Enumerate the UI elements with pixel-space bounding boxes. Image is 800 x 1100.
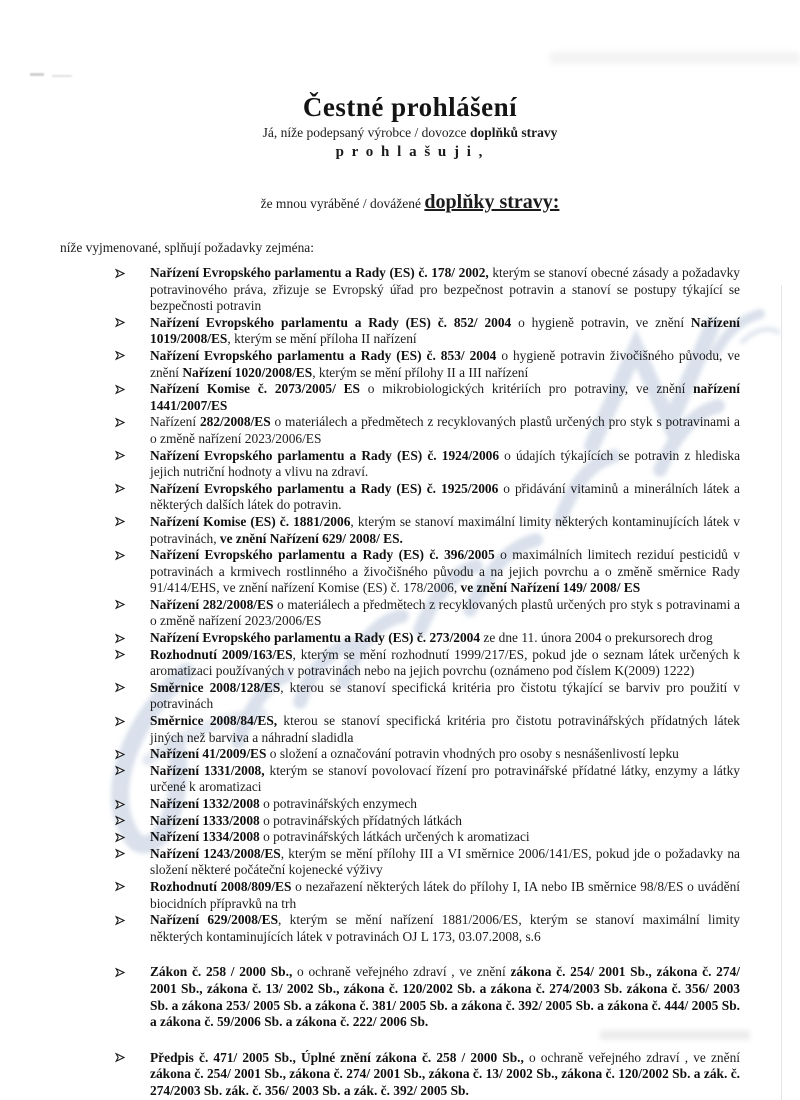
- list-item-text: Nařízení Evropského parlamentu a Rady (ES) č. 396/2005 o maximálních limitech reziduí pesticidů v potravinách a krmivech rostlinného a živočišného původu a na jejich povrchu a o změně směrnice Rady 91/414/EHS, ve znění nařízení Komise (ES) č. 178/2006, ve znění Nařízení 149/ 2008/ ES: [150, 547, 740, 596]
- arrow-bullet-icon: [115, 417, 126, 428]
- list-item: [80, 448, 740, 481]
- list-item: [80, 381, 740, 414]
- arrow-bullet-icon: [115, 765, 126, 776]
- list-item-text: Nařízení Evropského parlamentu a Rady (ES) č. 178/ 2002, kterým se stanoví obecné zásady a požadavky potravinového práva, zřizuje se Evropský úřad pro bezpečnost potravin a stanoví se postupy týkající se bezpečnosti potravin: [150, 265, 741, 314]
- list-item-text: Nařízení 1331/2008, kterým se stanoví povolovací řízení pro potravinářské přídatné látky, enzymy a látky určené k aromatizaci: [150, 762, 740, 795]
- list-item-text: Nařízení 282/2008/ES o materiálech a předmětech z recyklovaných plastů určených pro styk s potravinami a o změně nařízení 2023/2006/ES: [150, 596, 740, 629]
- arrow-bullet-icon: [115, 550, 126, 561]
- list-item: [80, 713, 740, 746]
- list-item-text: Nařízení 1333/2008 o potravinářských přídatných látkách: [150, 812, 462, 828]
- list-item: [80, 315, 740, 348]
- list-item-text: Zákon č. 258 / 2000 Sb., o ochraně veřejného zdraví , ve znění zákona č. 254/ 2001 Sb., zákona č. 274/ 2001 Sb., zákona č. 13/ 2002 Sb., zákona č. 120/2002 Sb. a zákona č. 274/2003 Sb. zákona č. 356/ 2003 Sb. a zákona 253/ 2005 Sb. a zákona č. 381/ 2005 Sb. a zákona č. 392/ 2005 Sb. a zákona č. 444/ 2005 Sb. a zákona č. 59/2006 Sb. a zákona č. 222/ 2006 Sb.: [150, 964, 740, 1030]
- subtitle-regular: Já, níže podepsaný výrobce / dovozce: [262, 125, 470, 140]
- list-item: [80, 1050, 740, 1100]
- arrow-bullet-icon: [115, 716, 126, 727]
- list-item-text: Nařízení Evropského parlamentu a Rady (ES) č. 852/ 2004 o hygieně potravin, ve znění Nařízení 1019/2008/ES, kterým se mění příloha II nařízení: [150, 314, 740, 347]
- list-item-text: Nařízení 1332/2008 o potravinářských enzymech: [150, 796, 417, 811]
- list-item: [80, 680, 740, 713]
- arrow-bullet-icon: [115, 450, 126, 461]
- list-item: [80, 829, 740, 846]
- list-item-text: Nařízení 629/2008/ES, kterým se mění nařízení 1881/2006/ES, kterým se stanoví maximální limity některých kontaminujících látek v potravinách OJ L 173, 03.07.2008, s.6: [150, 912, 741, 944]
- produced-bold-underlined: doplňky stravy:: [424, 191, 560, 213]
- subtitle-bold: doplňků stravy: [469, 125, 558, 140]
- arrow-bullet-icon: [115, 317, 126, 328]
- list-item: [80, 879, 740, 912]
- arrow-bullet-icon: [115, 268, 126, 279]
- list-item-text: Nařízení 1334/2008 o potravinářských látkách určených k aromatizaci: [150, 829, 530, 845]
- list-item-text: Nařízení Komise (ES) č. 1881/2006, kterým se stanoví maximální limity některých kontaminujících látek v potravinách, ve znění Nařízení 629/ 2008/ ES.: [150, 513, 740, 546]
- arrow-bullet-icon: [115, 832, 126, 843]
- arrow-bullet-icon: [115, 881, 126, 892]
- produced-regular: že mnou vyráběné / dovážené: [260, 196, 425, 211]
- list-item: [80, 414, 740, 447]
- list-item-text: Nařízení Komise č. 2073/2005/ ES o mikrobiologických kritériích pro potraviny, ve znění nařízení 1441/2007/ES: [150, 381, 740, 413]
- list-item-text: Nařízení Evropského parlamentu a Rady (ES) č. 273/2004 ze dne 11. února 2004 o prekursorech drog: [150, 630, 713, 646]
- arrow-bullet-icon: [115, 915, 126, 926]
- arrow-bullet-icon: [115, 599, 126, 610]
- list-item: [80, 912, 740, 945]
- arrow-bullet-icon: [115, 649, 126, 660]
- list-item-text: Rozhodnutí 2008/809/ES o nezařazení některých látek do přílohy I, IA nebo IB směrnice 98/8/ES o uvádění biocidních přípravků na trh: [150, 878, 740, 911]
- list-item: [80, 514, 740, 547]
- declaration-word: p r o h l a š u j i ,: [335, 144, 485, 160]
- list-item: [80, 265, 740, 315]
- arrow-bullet-icon: [115, 483, 126, 494]
- page-title: Čestné prohlášení: [302, 92, 518, 122]
- arrow-bullet-icon: [115, 633, 126, 644]
- list-item-text: Nařízení 41/2009/ES o složení a označování potravin vhodných pro osoby s nesnášenlivostí lepku: [150, 746, 679, 762]
- arrow-bullet-icon: [115, 815, 126, 826]
- list-item-text: Nařízení 282/2008/ES o materiálech a předmětech z recyklovaných plastů určených pro styk s potravinami a o změně nařízení 2023/2006/ES: [150, 414, 740, 446]
- arrow-bullet-icon: [115, 1052, 126, 1063]
- arrow-bullet-icon: [115, 682, 126, 693]
- list-item: [80, 547, 740, 597]
- arrow-bullet-icon: [115, 848, 126, 859]
- list-item: [80, 647, 740, 680]
- arrow-bullet-icon: [115, 516, 126, 527]
- intro-line: níže vyjmenované, splňují požadavky zejména:: [60, 240, 314, 255]
- arrow-bullet-icon: [115, 350, 126, 361]
- list-item-text: Směrnice 2008/128/ES, kterou se stanoví specifická kritéria pro čistotu týkající se barviv pro použití v potravinách: [150, 679, 740, 712]
- list-item-text: Nařízení Evropského parlamentu a Rady (ES) č. 1924/2006 o údajích týkajících se potravin z hlediska jejich nutriční hodnoty a vlivu na zdraví.: [150, 447, 741, 480]
- arrow-bullet-icon: [115, 799, 126, 810]
- arrow-bullet-icon: [115, 384, 126, 395]
- list-item: [80, 846, 740, 879]
- list-item: [80, 746, 740, 763]
- list-item: [80, 813, 740, 830]
- produced-line: [80, 191, 740, 214]
- list-item-text: Nařízení Evropského parlamentu a Rady (ES) č. 1925/2006 o přidávání vitaminů a minerálních látek a některých dalších látek do potravin.: [150, 480, 740, 513]
- arrow-bullet-icon: [115, 967, 126, 978]
- list-item: [80, 964, 740, 1030]
- list-item: [80, 348, 740, 381]
- subtitle: [80, 125, 740, 141]
- list-item-text: Nařízení Evropského parlamentu a Rady (ES) č. 853/ 2004 o hygieně potravin živočišného původu, ve znění Nařízení 1020/2008/ES, kterým se mění přílohy II a III nařízení: [150, 347, 740, 380]
- list-item: [80, 763, 740, 796]
- regulation-list: [80, 265, 740, 1100]
- list-item: [80, 597, 740, 630]
- list-item: [80, 796, 740, 813]
- list-item-text: Směrnice 2008/84/ES, kterou se stanoví specifická kritéria pro čistotu potravinářských přídatných látek jiných než barviva a náhradní sladidla: [150, 713, 740, 745]
- arrow-bullet-icon: [115, 749, 126, 760]
- list-item-text: Předpis č. 471/ 2005 Sb., Úplné znění zákona č. 258 / 2000 Sb., o ochraně veřejného zdraví , ve znění zákona č. 254/ 2001 Sb., zákona č. 274/ 2001 Sb., zákona č. 13/ 2002 Sb., zákona č. 120/2002 Sb. a zák. č. 274/2003 Sb. zák. č. 356/ 2003 Sb. a zák. č. 392/ 2005 Sb.: [150, 1049, 740, 1098]
- list-item-text: Nařízení 1243/2008/ES, kterým se mění přílohy III a VI směrnice 2006/141/ES, pokud jde o požadavky na složení některé počáteční kojenecké výživy: [150, 845, 740, 878]
- list-item-text: Rozhodnutí 2009/163/ES, kterým se mění rozhodnutí 1999/217/ES, pokud jde o seznam látek určených k aromatizaci používaných v potravinách nebo na jejich povrchu (oznámeno pod číslem K(2009) 1222): [150, 646, 740, 679]
- list-item: [80, 481, 740, 514]
- list-item: [80, 630, 740, 647]
